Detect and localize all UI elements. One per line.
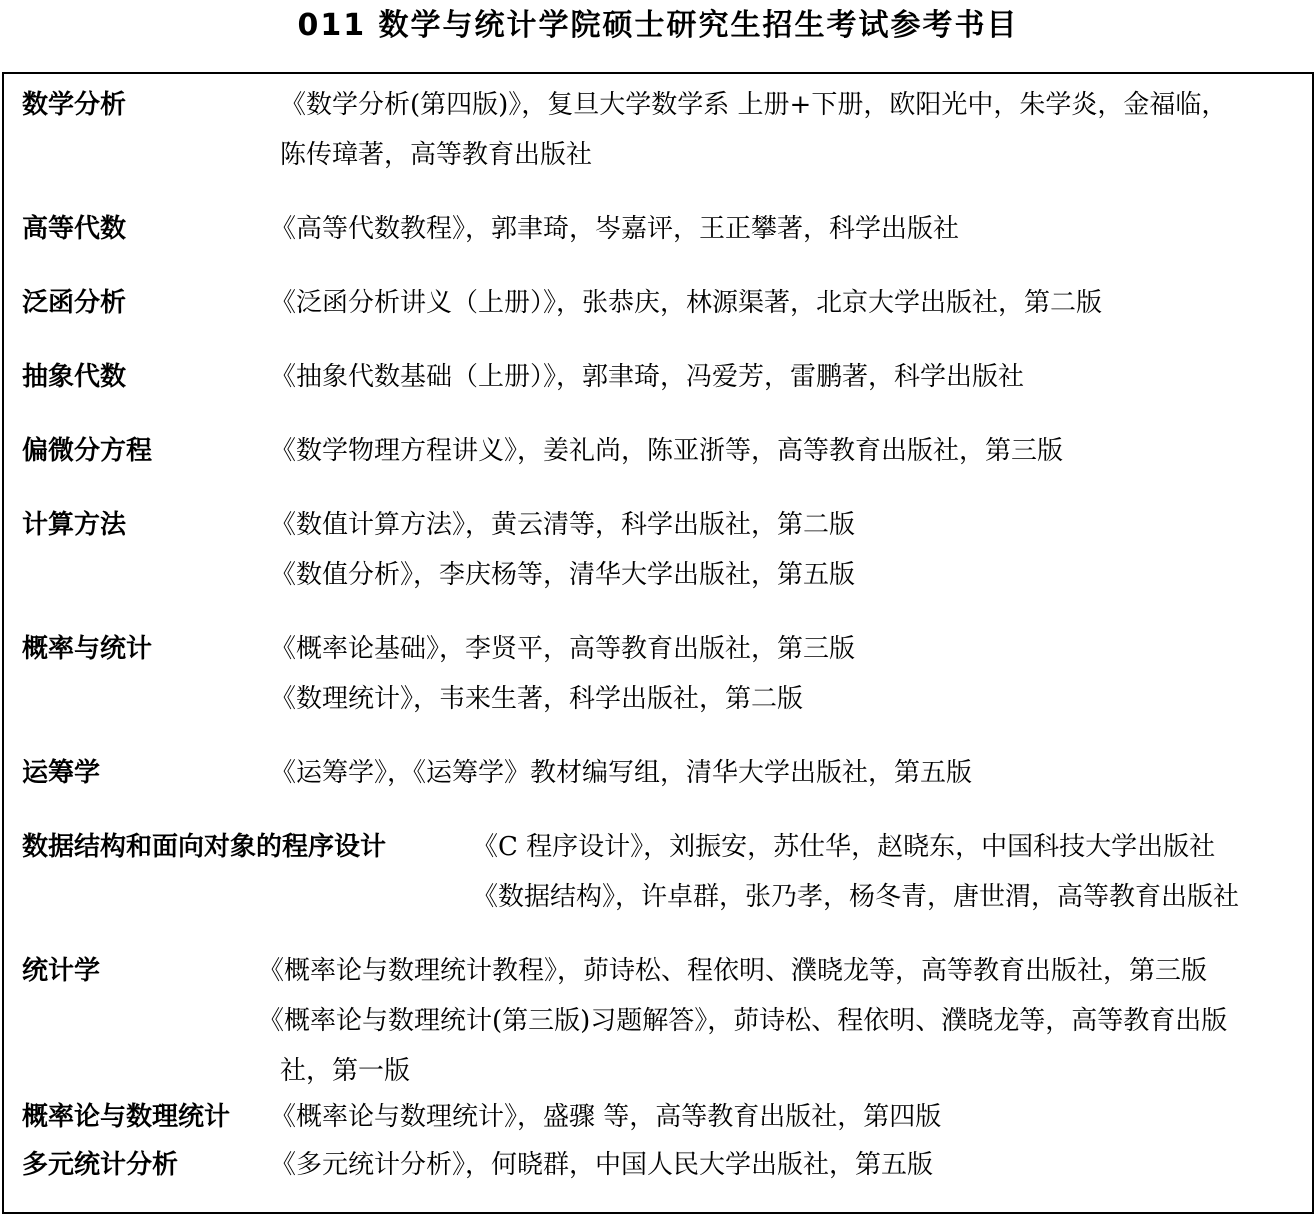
subject-name: 概率与统计 xyxy=(22,634,153,664)
subject-name: 概率论与数理统计 xyxy=(22,1102,231,1132)
subject-name: 偏微分方程 xyxy=(22,436,153,466)
book-line: 《数值计算方法》，黄云清等，科学出版社，第二版 xyxy=(270,510,856,540)
subject-name: 高等代数 xyxy=(22,214,127,244)
book-line: 《多元统计分析》，何晓群，中国人民大学出版社，第五版 xyxy=(270,1150,934,1180)
page-title: 011 数学与统计学院硕士研究生招生考试参考书目 xyxy=(297,8,1019,43)
subject-name: 统计学 xyxy=(22,956,101,986)
book-line: 《概率论与数理统计教程》，茆诗松、程依明、濮晓龙等，高等教育出版社，第三版 xyxy=(258,956,1208,986)
book-line: 《数学分析(第四版)》，复旦大学数学系 上册+下册，欧阳光中，朱学炎，金福临， xyxy=(280,90,1228,120)
subject-name: 计算方法 xyxy=(22,510,127,540)
book-line: 《概率论与数理统计(第三版)习题解答》，茆诗松、程依明、濮晓龙等，高等教育出版 xyxy=(258,1006,1228,1036)
book-line: 《数理统计》，韦来生著，科学出版社，第二版 xyxy=(270,684,804,714)
subject-name: 数学分析 xyxy=(22,90,127,120)
book-line: 《泛函分析讲义（上册）》，张恭庆，林源渠著，北京大学出版社，第二版 xyxy=(270,288,1103,318)
reference-book-table xyxy=(2,72,1314,1214)
book-line: 《数值分析》，李庆杨等，清华大学出版社，第五版 xyxy=(270,560,856,590)
subject-name: 抽象代数 xyxy=(22,362,127,392)
book-line: 《高等代数教程》，郭聿琦，岑嘉评，王正攀著，科学出版社 xyxy=(270,214,960,244)
book-line: 陈传璋著，高等教育出版社 xyxy=(280,140,593,170)
subject-name: 泛函分析 xyxy=(22,288,127,318)
book-line: 《概率论基础》，李贤平，高等教育出版社，第三版 xyxy=(270,634,856,664)
book-line: 《C 程序设计》，刘振安，苏仕华，赵晓东，中国科技大学出版社 xyxy=(472,832,1216,862)
subject-name: 数据结构和面向对象的程序设计 xyxy=(22,832,387,862)
book-line: 《概率论与数理统计》，盛骤 等，高等教育出版社，第四版 xyxy=(270,1102,942,1132)
book-line: 《数学物理方程讲义》，姜礼尚，陈亚浙等，高等教育出版社，第三版 xyxy=(270,436,1064,466)
book-line: 《抽象代数基础（上册）》，郭聿琦，冯爱芳，雷鹏著，科学出版社 xyxy=(270,362,1025,392)
subject-name: 运筹学 xyxy=(22,758,101,788)
book-line: 《数据结构》，许卓群，张乃孝，杨冬青，唐世渭，高等教育出版社 xyxy=(472,882,1240,912)
book-line: 社，第一版 xyxy=(280,1056,411,1086)
book-line: 《运筹学》，《运筹学》教材编写组，清华大学出版社，第五版 xyxy=(270,758,973,788)
subject-name: 多元统计分析 xyxy=(22,1150,179,1180)
